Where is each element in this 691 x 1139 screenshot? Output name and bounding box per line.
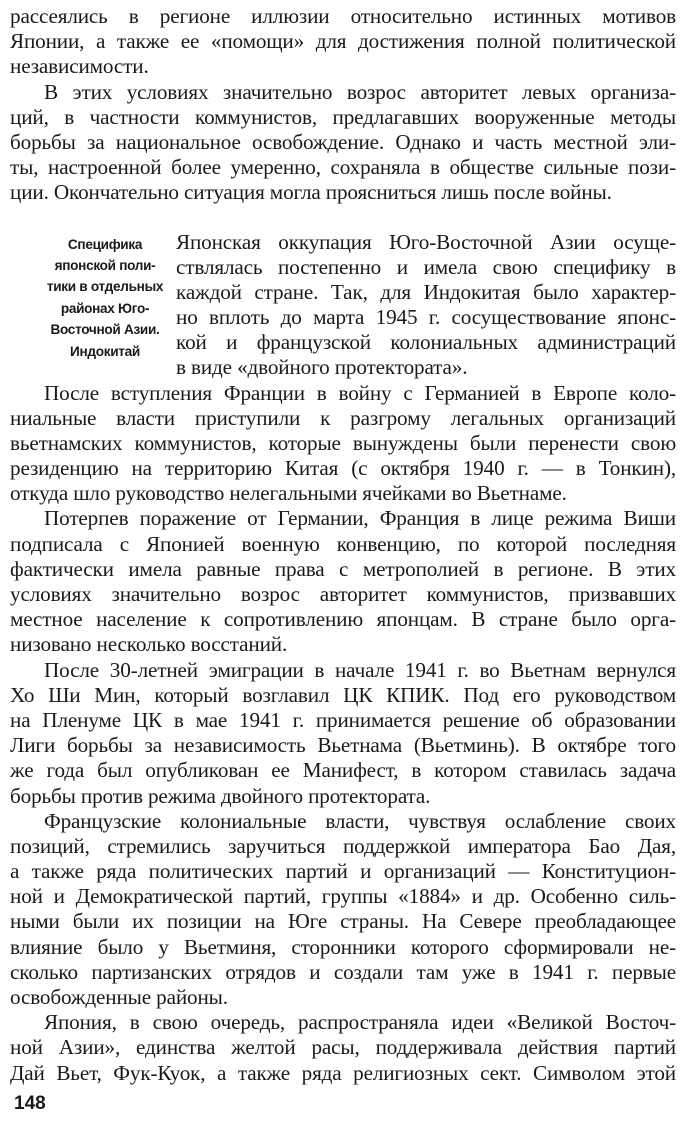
margin-note-line: тики в отдельных bbox=[46, 279, 164, 295]
text-line: ной Азии», единства желтой расы, поддерживала действия партий bbox=[10, 1035, 676, 1060]
paragraph bbox=[10, 4, 676, 80]
body-text-bottom bbox=[10, 381, 676, 1086]
text-line: ции. Окончательно ситуация могла проясниться лишь после войны. bbox=[10, 180, 612, 205]
text-line: кой и французской колониальных администраций bbox=[176, 330, 676, 355]
text-line: подписала с Японией военную конвенцию, по которой последняя bbox=[10, 531, 676, 556]
body-text-top bbox=[10, 4, 676, 206]
margin-note-paragraph bbox=[176, 230, 676, 381]
paragraph bbox=[10, 809, 676, 1011]
text-line: же года был опубликован ее Манифест, в котором ставилась задача bbox=[10, 758, 676, 783]
text-line: ствлялась постепенно и имела свою специфику в bbox=[176, 254, 676, 279]
text-line: Японская оккупация Юго-Восточной Азии осуще- bbox=[176, 229, 676, 254]
text-line: фактически имела равные права с метрополией в регионе. В этих bbox=[10, 556, 676, 581]
text-line: резиденцию на территорию Китая (с октября 1940 г. — в Тонкин), bbox=[10, 456, 676, 481]
margin-note-line: районах Юго- bbox=[60, 300, 150, 316]
margin-note-line: Восточной Азии. bbox=[50, 322, 160, 338]
paragraph bbox=[10, 381, 676, 507]
text-line: освобожденные районы. bbox=[10, 985, 228, 1009]
paragraph bbox=[10, 80, 676, 206]
margin-note bbox=[32, 234, 178, 362]
text-line: влияние было у Вьетминя, сторонники которого сформировали не- bbox=[10, 934, 676, 959]
margin-note-line: Индокитай bbox=[70, 343, 140, 359]
text-line: ной и Демократической партий, группы «1884» и др. Особенно силь- bbox=[10, 884, 676, 909]
text-line: Лиги борьбы за независимость Вьетнама (Вьетминь). В октябре того bbox=[10, 733, 676, 758]
text-line: Дай Вьет, Фук-Куок, а также ряда религиозных сект. Символом этой bbox=[10, 1060, 676, 1085]
text-line: ций, в частности коммунистов, предлагавших вооруженные методы bbox=[10, 104, 676, 129]
paragraph bbox=[10, 658, 676, 809]
section-gap bbox=[10, 206, 676, 230]
text-line: В этих условиях значительно возрос авторитет левых организа- bbox=[44, 79, 676, 104]
section-with-margin-note bbox=[10, 230, 676, 381]
text-line: позиций, стремились заручиться поддержкой императора Бао Дая, bbox=[10, 833, 676, 858]
document-page bbox=[10, 4, 676, 1086]
text-line: ты, настроенной более умеренно, сохраняла в обществе сильные пози- bbox=[10, 155, 676, 180]
text-line: Хо Ши Мин, который возглавил ЦК КПИК. Под его руководством bbox=[10, 682, 676, 707]
text-line: условиях значительно возрос авторитет коммунистов, призвавших bbox=[10, 582, 676, 606]
text-line: борьбы против режима двойного протектората. bbox=[10, 783, 431, 808]
text-line: но вплоть до марта 1945 г. сосуществование японс- bbox=[176, 305, 676, 330]
text-line: Японии, а также ее «помощи» для достижения полной политической bbox=[10, 29, 676, 54]
text-line: борьбы за национальное освобождение. Однако и часть местной эли- bbox=[10, 129, 676, 154]
text-line: в виде «двойного протектората». bbox=[176, 355, 468, 380]
text-line: ными были их позиции на Юге страны. На Севере преобладающее bbox=[10, 909, 676, 934]
text-line: Япония, в свою очередь, распространяла идеи «Великой Восточ- bbox=[44, 1010, 676, 1035]
text-line: После вступления Франции в войну с Германией в Европе коло- bbox=[44, 380, 676, 405]
paragraph bbox=[10, 506, 676, 657]
text-line: вьетнамских коммунистов, которые вынуждены были перенести свою bbox=[10, 430, 676, 455]
paragraph bbox=[10, 1010, 676, 1086]
margin-note-line: японской поли- bbox=[54, 257, 156, 273]
text-line: местное население к сопротивлению японцам. В стране было орга- bbox=[10, 607, 676, 632]
text-line: откуда шло руководство нелегальными ячейками во Вьетнаме. bbox=[10, 481, 567, 506]
text-line: независимости. bbox=[10, 54, 149, 79]
text-line: сколько партизанских отрядов и создали там уже в 1941 г. первые bbox=[10, 959, 676, 984]
text-line: Французские колониальные власти, чувствуя ослабление своих bbox=[44, 808, 676, 833]
text-line: каждой стране. Так, для Индокитая было характер- bbox=[176, 279, 676, 304]
text-line: ниальные власти приступили к разгрому легальных организаций bbox=[10, 405, 676, 430]
page-number: 148 bbox=[14, 1093, 46, 1114]
text-line: рассеялись в регионе иллюзии относительно истинных мотивов bbox=[10, 4, 676, 28]
text-line: на Пленуме ЦК в мае 1941 г. принимается решение об образовании bbox=[10, 707, 676, 732]
text-line: После 30-летней эмиграции в начале 1941 г. во Вьетнам вернулся bbox=[44, 657, 676, 682]
text-line: а также ряда политических партий и организаций — Конституцион- bbox=[10, 859, 676, 884]
text-line: низовано несколько восстаний. bbox=[10, 632, 288, 657]
text-line: Потерпев поражение от Германии, Франция в лице режима Виши bbox=[44, 506, 676, 531]
margin-note-line: Специфика bbox=[67, 236, 143, 252]
